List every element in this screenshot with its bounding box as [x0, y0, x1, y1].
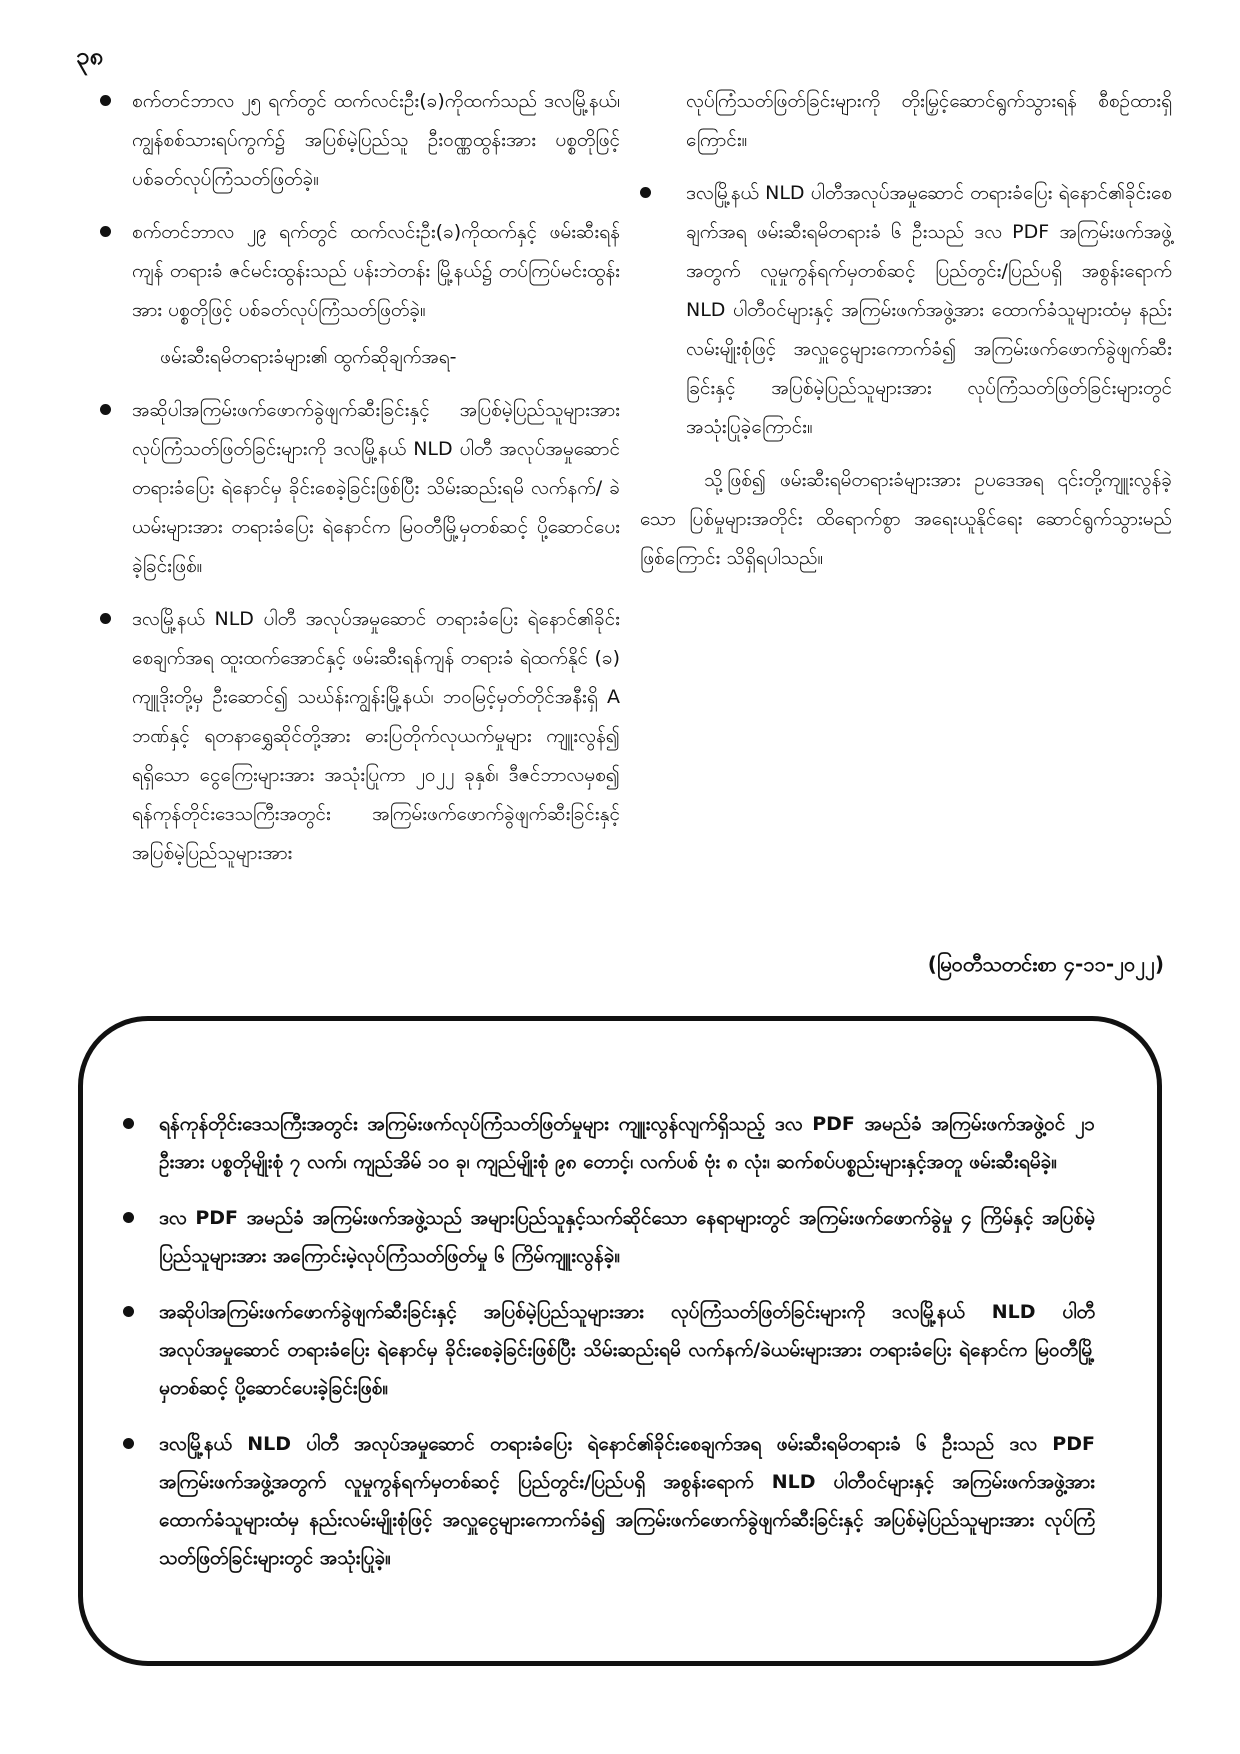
summary-item	[123, 1199, 1095, 1275]
bullet-item	[100, 213, 620, 330]
continuation-text: လုပ်ကြံသတ်ဖြတ်ခြင်းများကို တိုးမြှင့်ဆောင်ရွက်သွားရန် စီစဉ်ထားရှိကြောင်း။	[686, 90, 1172, 151]
left-column	[100, 82, 620, 887]
summary-text: ဒလမြို့နယ် NLD ပါတီ အလုပ်အမှုဆောင် တရားခံပြေး ရဲနောင်၏ခိုင်းစေချက်အရ ဖမ်းဆီးရမိတရားခံ ၆ ဦးသည် ဒလ PDF အကြမ်းဖက်အဖွဲ့အတွက် လူမှုကွန်ရက်မှတစ်ဆင့် ပြည်တွင်း/ပြည်ပရှိ အစွန်းရောက် NLD ပါတီဝင်များနှင့် အကြမ်းဖက်အဖွဲ့အား ထောက်ခံသူများထံမှ နည်းလမ်းမျိုးစုံဖြင့် အလှူငွေများကောက်ခံ၍ အကြမ်းဖက်ဖောက်ခွဲဖျက်ဆီးခြင်းနှင့် အပြစ်မဲ့ပြည်သူများအား လုပ်ကြံသတ်ဖြတ်ခြင်းများတွင် အသုံးပြုခဲ့။	[159, 1433, 1095, 1569]
summary-box	[78, 1016, 1162, 1666]
bullet-icon	[100, 226, 111, 237]
bullet-text: ဒလမြို့နယ် NLD ပါတီ အလုပ်အမှုဆောင် တရားခံပြေး ရဲနောင်၏ခိုင်းစေချက်အရ ထူးထက်အောင်နှင့် ဖမ်းဆီးရန်ကျန် တရားခံ ရဲထက်နိုင် (ခ) ကျူဒိုးတို့မှ ဦးဆောင်၍ သဃ်န်းကျွန်းမြို့နယ်၊ ဘဝမြင့်မှတ်တိုင်အနီးရှိ A ဘဏ်နှင့် ရတနာရွှေဆိုင်တို့အား ဓားပြတိုက်လုယက်မှုများ ကျူးလွန်၍ ရရှိသော ငွေကြေးများအား အသုံးပြုကာ ၂၀၂၂ ခုနှစ်၊ ဒီဇင်ဘာလမှစ၍ ရန်ကုန်တိုင်းဒေသကြီးအတွင်း အကြမ်းဖက်ဖောက်ခွဲဖျက်ဆီးခြင်းနှင့် အပြစ်မဲ့ပြည်သူများအား	[132, 608, 620, 864]
bullet-icon	[123, 1118, 134, 1129]
bullet-text: စက်တင်ဘာလ ၂၅ ရက်တွင် ထက်လင်းဦး(ခ)ကိုထက်သည် ဒလမြို့နယ်၊ ကျွန်စစ်သားရပ်ကွက်၌ အပြစ်မဲ့ပြည်သူ ဦးဝဏ္ဏထွန်းအား ပစ္စတိုဖြင့် ပစ်ခတ်လုပ်ကြံသတ်ဖြတ်ခဲ့။	[132, 90, 620, 190]
summary-text: အဆိုပါအကြမ်းဖက်ဖောက်ခွဲဖျက်ဆီးခြင်းနှင့် အပြစ်မဲ့ပြည်သူများအား လုပ်ကြံသတ်ဖြတ်ခြင်းများကို ဒလမြို့နယ် NLD ပါတီ အလုပ်အမှုဆောင် တရားခံပြေး ရဲနောင်မှ ခိုင်းစေခဲ့ခြင်းဖြစ်ပြီး သိမ်းဆည်းရမိ လက်နက်/ခဲယမ်းများအား တရားခံပြေး ရဲနောင်က မြဝတီမြို့မှတစ်ဆင့် ပို့ဆောင်ပေးခဲ့ခြင်းဖြစ်။	[159, 1301, 1095, 1399]
bullet-text: စက်တင်ဘာလ ၂၉ ရက်တွင် ထက်လင်းဦး(ခ)ကိုထက်နှင့် ဖမ်းဆီးရန်ကျန် တရားခံ ဇင်မင်းထွန်းသည် ပန်းဘဲတန်း မြို့နယ်၌ တပ်ကြပ်မင်းထွန်းအား ပစ္စတိုဖြင့် ပစ်ခတ်လုပ်ကြံသတ်ဖြတ်ခဲ့။	[132, 221, 620, 321]
summary-item	[123, 1425, 1095, 1577]
right-column	[640, 82, 1172, 578]
summary-item	[123, 1105, 1095, 1181]
bullet-icon	[100, 95, 111, 106]
bullet-text: ဒလမြို့နယ် NLD ပါတီအလုပ်အမှုဆောင် တရားခံပြေး ရဲနောင်၏ခိုင်းစေချက်အရ ဖမ်းဆီးရမိတရားခံ ၆ ဦးသည် ဒလ PDF အကြမ်းဖက်အဖွဲ့အတွက် လူမှုကွန်ရက်မှတစ်ဆင့် ပြည်တွင်း/ပြည်ပရှိ အစွန်းရောက် NLD ပါတီဝင်များနှင့် အကြမ်းဖက်အဖွဲ့အား ထောက်ခံသူများထံမှ နည်းလမ်းမျိုးစုံဖြင့် အလှူငွေများကောက်ခံ၍ အကြမ်းဖက်ဖောက်ခွဲဖျက်ဆီးခြင်းနှင့် အပြစ်မဲ့ပြည်သူများအား လုပ်ကြံသတ်ဖြတ်ခြင်းများတွင် အသုံးပြုခဲ့ကြောင်း။	[686, 182, 1172, 438]
bullet-icon	[640, 187, 651, 198]
bullet-item	[100, 391, 620, 586]
closing-paragraph: သို့ဖြစ်၍ ဖမ်းဆီးရမိတရားခံများအား ဥပဒေအရ ၎င်းတို့ကျူးလွန်ခဲ့သော ပြစ်မှုများအတိုင်း ထိရောက်စွာ အရေးယူနိုင်ရေး ဆောင်ရွက်သွားမည်ဖြစ်ကြောင်း သိရှိရပါသည်။	[640, 469, 1172, 569]
page-number: ၃၈	[76, 42, 104, 70]
bullet-icon	[100, 404, 111, 415]
bullet-icon	[123, 1438, 134, 1449]
bullet-item	[640, 174, 1172, 447]
bullet-icon	[123, 1306, 134, 1317]
findings-heading: ဖမ်းဆီးရမိတရားခံများ၏ ထွက်ဆိုချက်အရ-	[160, 346, 457, 368]
bullet-icon	[123, 1212, 134, 1223]
summary-text: ဒလ PDF အမည်ခံ အကြမ်းဖက်အဖွဲ့သည် အများပြည်သူနှင့်သက်ဆိုင်သော နေရာများတွင် အကြမ်းဖက်ဖောက်ခွဲမှု ၄ ကြိမ်နှင့် အပြစ်မဲ့ပြည်သူများအား အကြောင်းမဲ့လုပ်ကြံသတ်ဖြတ်မှု ၆ ကြိမ်ကျူးလွန်ခဲ့။	[159, 1207, 1095, 1267]
bullet-icon	[100, 613, 111, 624]
bullet-item	[100, 82, 620, 199]
bullet-item	[100, 600, 620, 873]
source-citation: (မြဝတီသတင်းစာ ၄-၁၁-၂၀၂၂)	[927, 952, 1164, 976]
summary-text: ရန်ကုန်တိုင်းဒေသကြီးအတွင်း အကြမ်းဖက်လုပ်ကြံသတ်ဖြတ်မှုများ ကျူးလွန်လျက်ရှိသည့် ဒလ PDF အမည်ခံ အကြမ်းဖက်အဖွဲ့ဝင် ၂၁ ဦးအား ပစ္စတိုမျိုးစုံ ၇ လက်၊ ကျည်အိမ် ၁၀ ခု၊ ကျည်မျိုးစုံ ၉၈ တောင့်၊ လက်ပစ် ဗုံး ၈ လုံး၊ ဆက်စပ်ပစ္စည်းများနှင့်အတူ ဖမ်းဆီးရမိခဲ့။	[159, 1113, 1095, 1173]
bullet-text: အဆိုပါအကြမ်းဖက်ဖောက်ခွဲဖျက်ဆီးခြင်းနှင့် အပြစ်မဲ့ပြည်သူများအား လုပ်ကြံသတ်ဖြတ်ခြင်းများကို ဒလမြို့နယ် NLD ပါတီ အလုပ်အမှုဆောင် တရားခံပြေး ရဲနောင်မှ ခိုင်းစေခဲ့ခြင်းဖြစ်ပြီး သိမ်းဆည်းရမိ လက်နက်/ ခဲယမ်းများအား တရားခံပြေး ရဲနောင်က မြဝတီမြို့မှတစ်ဆင့် ပို့ဆောင်ပေးခဲ့ခြင်းဖြစ်။	[132, 399, 620, 577]
summary-item	[123, 1293, 1095, 1407]
